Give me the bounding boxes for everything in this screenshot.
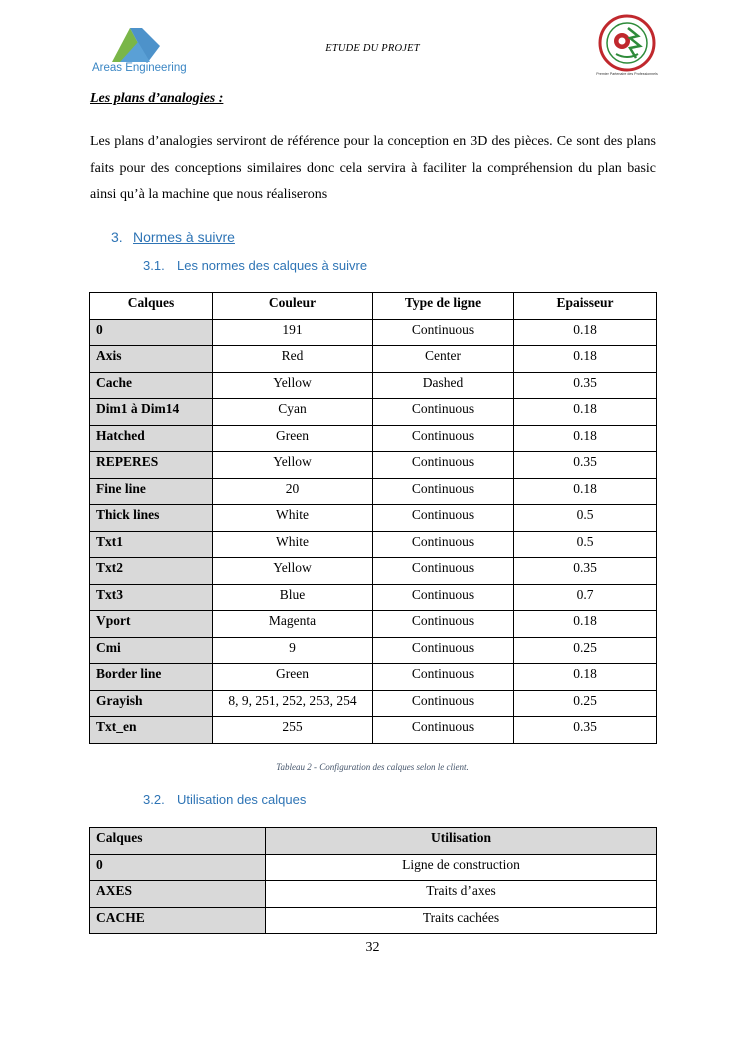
table-cell: Continuous — [373, 425, 514, 452]
table-cell: 0.18 — [514, 611, 657, 638]
table-cell: 0.18 — [514, 425, 657, 452]
table-cell: Continuous — [373, 505, 514, 532]
table-cell: 0.18 — [514, 346, 657, 373]
table-cell: 0.25 — [514, 637, 657, 664]
seal-icon — [594, 14, 660, 72]
row-label-cell: 0 — [90, 854, 266, 881]
page-number: 32 — [365, 940, 380, 955]
row-label-cell: Hatched — [90, 425, 213, 452]
logo-caption: Premier Partenaire des Professionnels — [596, 72, 658, 76]
row-label-cell: Txt1 — [90, 531, 213, 558]
table-row — [90, 881, 657, 908]
column-header: Couleur — [213, 293, 373, 320]
table-cell: Ligne de construction — [266, 854, 657, 881]
header-title: ETUDE DU PROJET — [325, 43, 420, 54]
table-row — [90, 611, 657, 638]
table-row — [90, 372, 657, 399]
table-cell: 8, 9, 251, 252, 253, 254 — [213, 690, 373, 717]
table-row — [90, 399, 657, 426]
row-label-cell: Axis — [90, 346, 213, 373]
table-cell: 191 — [213, 319, 373, 346]
table-cell: Continuous — [373, 664, 514, 691]
heading-utilisation-calques — [143, 792, 306, 807]
table-cell: Yellow — [213, 558, 373, 585]
row-label-cell: Dim1 à Dim14 — [90, 399, 213, 426]
row-label-cell: Vport — [90, 611, 213, 638]
column-header: Epaisseur — [514, 293, 657, 320]
row-label-cell: Cmi — [90, 637, 213, 664]
table-cell: Continuous — [373, 558, 514, 585]
column-header: Calques — [90, 828, 266, 855]
table-cell: Green — [213, 664, 373, 691]
table-header-row — [90, 293, 657, 320]
table-cell: Continuous — [373, 637, 514, 664]
row-label-cell: CACHE — [90, 907, 266, 934]
table-cell: Continuous — [373, 717, 514, 744]
heading-text: Utilisation des calques — [177, 792, 307, 807]
row-label-cell: Fine line — [90, 478, 213, 505]
row-label-cell: Txt_en — [90, 717, 213, 744]
table-row — [90, 505, 657, 532]
table-cell: Continuous — [373, 611, 514, 638]
table-cell: 0.18 — [514, 399, 657, 426]
table-row — [90, 346, 657, 373]
intro-paragraph: Les plans d’analogies serviront de référence pour la conception en 3D des pièces. Ce sont des plans faits pour des conceptions similaires donc cela servira à faciliter la compréhension du plan basic ainsi qu’à la machine que nous réaliserons — [90, 134, 656, 202]
table-cell: 0.25 — [514, 690, 657, 717]
table-row — [90, 690, 657, 717]
column-header: Type de ligne — [373, 293, 514, 320]
table-row — [90, 717, 657, 744]
table-row — [90, 907, 657, 934]
table-cell: Continuous — [373, 399, 514, 426]
table-row — [90, 478, 657, 505]
table-row — [90, 425, 657, 452]
table-cell: Yellow — [213, 372, 373, 399]
table-row — [90, 854, 657, 881]
table-row — [90, 664, 657, 691]
table-cell: 0.18 — [514, 664, 657, 691]
table-cell: Continuous — [373, 452, 514, 479]
table-cell: 0.35 — [514, 558, 657, 585]
table-cell: 0.18 — [514, 319, 657, 346]
row-label-cell: Txt2 — [90, 558, 213, 585]
layers-usage-table — [89, 827, 657, 934]
table-cell: Continuous — [373, 531, 514, 558]
row-label-cell: REPERES — [90, 452, 213, 479]
table-cell: 0.35 — [514, 452, 657, 479]
table-cell: 0.18 — [514, 478, 657, 505]
row-label-cell: Grayish — [90, 690, 213, 717]
table-cell: 0.35 — [514, 372, 657, 399]
table-row — [90, 584, 657, 611]
table-caption: Tableau 2 - Configuration des calques selon le client. — [276, 762, 469, 772]
column-header: Utilisation — [266, 828, 657, 855]
table-cell: 0.7 — [514, 584, 657, 611]
table-cell: 0.5 — [514, 531, 657, 558]
table-cell: 0.35 — [514, 717, 657, 744]
table-row — [90, 637, 657, 664]
row-label-cell: AXES — [90, 881, 266, 908]
table-cell: 255 — [213, 717, 373, 744]
table-row — [90, 558, 657, 585]
table-cell: 0.5 — [514, 505, 657, 532]
heading-number: 3.2. — [143, 792, 165, 807]
heading-text: Normes à suivre — [133, 229, 235, 245]
table-cell: Continuous — [373, 690, 514, 717]
table-cell: Green — [213, 425, 373, 452]
table-cell: Cyan — [213, 399, 373, 426]
table-cell: Red — [213, 346, 373, 373]
heading-normes — [111, 229, 235, 245]
table-cell: Blue — [213, 584, 373, 611]
table-row — [90, 531, 657, 558]
row-label-cell: Cache — [90, 372, 213, 399]
table-cell: Dashed — [373, 372, 514, 399]
heading-text: Les normes des calques à suivre — [177, 258, 368, 273]
row-label-cell: Border line — [90, 664, 213, 691]
table-cell: Magenta — [213, 611, 373, 638]
heading-number: 3. — [111, 229, 123, 245]
row-label-cell: Txt3 — [90, 584, 213, 611]
heading-number: 3.1. — [143, 258, 165, 273]
table-cell: Yellow — [213, 452, 373, 479]
table-cell: 9 — [213, 637, 373, 664]
table-cell: Continuous — [373, 319, 514, 346]
table-row — [90, 319, 657, 346]
row-label-cell: 0 — [90, 319, 213, 346]
table-cell: Traits d’axes — [266, 881, 657, 908]
section-heading: Les plans d’analogies : — [90, 91, 224, 106]
table-cell: Traits cachées — [266, 907, 657, 934]
table-cell: 20 — [213, 478, 373, 505]
table-cell: White — [213, 505, 373, 532]
table-cell: Continuous — [373, 584, 514, 611]
logo-text: Areas Engineering — [92, 62, 187, 74]
layers-norms-table — [89, 292, 657, 744]
table-header-row — [90, 828, 657, 855]
table-cell: Continuous — [373, 478, 514, 505]
school-seal-logo — [594, 14, 660, 80]
table-cell: Center — [373, 346, 514, 373]
column-header: Calques — [90, 293, 213, 320]
heading-normes-calques — [143, 258, 367, 273]
row-label-cell: Thick lines — [90, 505, 213, 532]
table-row — [90, 452, 657, 479]
table-cell: White — [213, 531, 373, 558]
